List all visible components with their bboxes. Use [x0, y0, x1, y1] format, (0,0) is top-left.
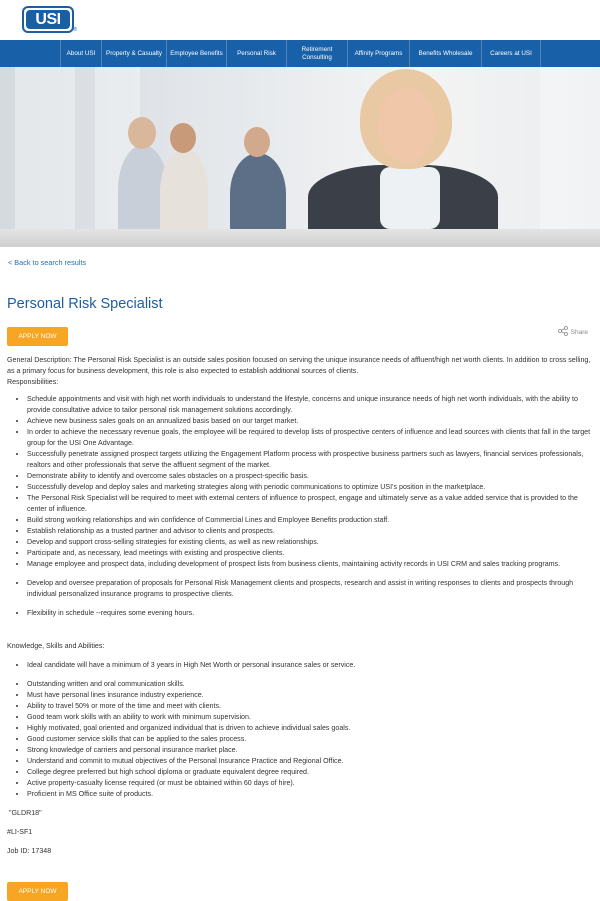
responsibilities-list-2: [7, 578, 593, 600]
back-to-search-link[interactable]: < Back to search results: [8, 258, 87, 267]
list-item: • College degree preferred but high school diploma or graduate equivalent degree required.: [27, 767, 593, 778]
list-item: • Good customer service skills that can be applied to the sales process.: [27, 734, 593, 745]
list-item: • Demonstrate ability to identify and overcome sales obstacles on a prospect-specific basis.: [27, 471, 593, 482]
page-title: Personal Risk Specialist: [7, 296, 163, 312]
list-item: • Establish relationship as a trusted partner and advisor to clients and prospects.: [27, 526, 593, 537]
background-person: [160, 149, 208, 229]
list-item: • Schedule appointments and visit with high net worth individuals to understand the lifestyle, concerns and unique insurance needs of high net worth individuals, with the ability to provide consultative advice to tailor personal risk management solutions accordingly.: [27, 394, 593, 416]
list-item: • In order to achieve the necessary revenue goals, the employee will be required to develop lists of prospective centers of influence and lead sources with clients that fall in the target group for the USI One Advantage.: [27, 427, 593, 449]
job-code-1: "GLDR18": [9, 809, 42, 817]
list-item: • Successfully develop and deploy sales and marketing strategies along with periodic communications to optimize USI's position in the marketplace.: [27, 482, 593, 493]
hero-image: [0, 67, 600, 229]
job-description: [7, 355, 593, 857]
nav-item-careers[interactable]: [481, 40, 541, 67]
job-code-2: #LI-SF1: [7, 828, 33, 836]
nav-label: Careers at USI: [490, 49, 532, 57]
general-description: General Description: The Personal Risk Specialist is an outside sales position focused on serving the unique insurance needs of affluent/high net worth clients. In addition to cross selling, as a primary focus for business development, this role is also expected to establish additional sources of clients.: [7, 356, 591, 375]
list-item: • Successfully penetrate assigned prospect targets utilizing the Engagement Platform process with prospective business partners such as lawyers, financial services professionals, realtors and other professionals that serve the affluent segment of the market.: [27, 449, 593, 471]
nav-label: Property & Casualty: [106, 49, 162, 57]
responsibilities-list: [7, 394, 593, 570]
apply-now-button-top[interactable]: APPLY NOW: [7, 327, 68, 346]
responsibilities-list-3: [7, 608, 593, 619]
share-label: Share: [570, 328, 588, 336]
ksa-heading: Knowledge, Skills and Abilities:: [7, 642, 105, 650]
list-item: • Active property-casualty license required (or must be obtained within 60 days of hire).: [27, 778, 593, 789]
share-button[interactable]: [558, 326, 588, 338]
nav-label: Retirement Consulting: [301, 46, 333, 61]
list-item: • Outstanding written and oral communication skills.: [27, 679, 593, 690]
background-person-head: [128, 117, 156, 149]
nav-label: About USI: [66, 49, 96, 57]
list-item: • The Personal Risk Specialist will be required to meet with external centers of influence to prospect, engage and ultimately serve as a value added service that is provided to the center of influence.: [27, 493, 593, 515]
logo-text: USI: [26, 10, 70, 29]
nav-label: Personal Risk: [237, 49, 276, 57]
hero-window: [540, 67, 600, 229]
list-item: • Manage employee and prospect data, including development of prospect lists from business clients, maintaining activity records in USI CRM and sales tracking programs.: [27, 559, 593, 570]
list-item: • Participate and, as necessary, lead meetings with existing and prospective clients.: [27, 548, 593, 559]
nav-item-affinity-programs[interactable]: [347, 40, 409, 67]
list-item: • Must have personal lines insurance industry experience.: [27, 690, 593, 701]
list-item: • Understand and commit to mutual objectives of the Personal Insurance Practice and Regional Office.: [27, 756, 593, 767]
nav-item-benefits-wholesale[interactable]: [409, 40, 481, 67]
nav-label: Affinity Programs: [354, 49, 403, 57]
main-nav: [0, 40, 600, 67]
share-icon: [558, 326, 568, 338]
list-item: • Achieve new business sales goals on an annualized basis based on our target market.: [27, 416, 593, 427]
list-item: • Good team work skills with an ability to work with minimum supervision.: [27, 712, 593, 723]
background-person-head: [244, 127, 270, 157]
header: [0, 0, 600, 39]
logo-trademark: ®: [73, 27, 77, 33]
nav-item-employee-benefits[interactable]: [166, 40, 226, 67]
hero-window: [15, 67, 75, 229]
list-item: • Strong knowledge of carriers and personal insurance market place.: [27, 745, 593, 756]
apply-now-button-bottom[interactable]: APPLY NOW: [7, 882, 68, 901]
hero-bottom-band: [0, 229, 600, 247]
nav-item-about-usi[interactable]: [60, 40, 101, 67]
nav-item-personal-risk[interactable]: [226, 40, 286, 67]
list-item: • Develop and oversee preparation of proposals for Personal Risk Management clients and prospects, research and assist in writing responses to clients and prospects through individual personalized insurance programs to prospective clients.: [27, 578, 593, 600]
list-item: • Build strong working relationships and win confidence of Commercial Lines and Employee Benefits production staff.: [27, 515, 593, 526]
background-person-head: [170, 123, 196, 153]
list-item: • Highly motivated, goal oriented and organized individual that is driven to achieve individual sales goals.: [27, 723, 593, 734]
foreground-person-shirt: [380, 167, 440, 229]
list-item: • Proficient in MS Office suite of products.: [27, 789, 593, 800]
responsibilities-heading: Responsibilities:: [7, 378, 59, 386]
usi-logo[interactable]: [22, 6, 77, 33]
list-item: • Ability to travel 50% or more of the time and meet with clients.: [27, 701, 593, 712]
background-person: [230, 153, 286, 229]
list-item: • Ideal candidate will have a minimum of 3 years in High Net Worth or personal insurance sales or service.: [27, 660, 593, 671]
nav-label: Benefits Wholesale: [418, 49, 473, 57]
list-item: • Flexibility in schedule --requires some evening hours.: [27, 608, 593, 619]
nav-label: Employee Benefits: [170, 49, 223, 57]
job-id: Job ID: 17348: [7, 847, 52, 855]
ksa-list: [7, 679, 593, 800]
nav-item-property-casualty[interactable]: [101, 40, 166, 67]
foreground-person-face: [378, 87, 436, 163]
nav-item-retirement-consulting[interactable]: [286, 40, 347, 67]
ksa-list-first: [7, 660, 593, 671]
list-item: • Develop and support cross-selling strategies for existing clients, as well as new relationships.: [27, 537, 593, 548]
